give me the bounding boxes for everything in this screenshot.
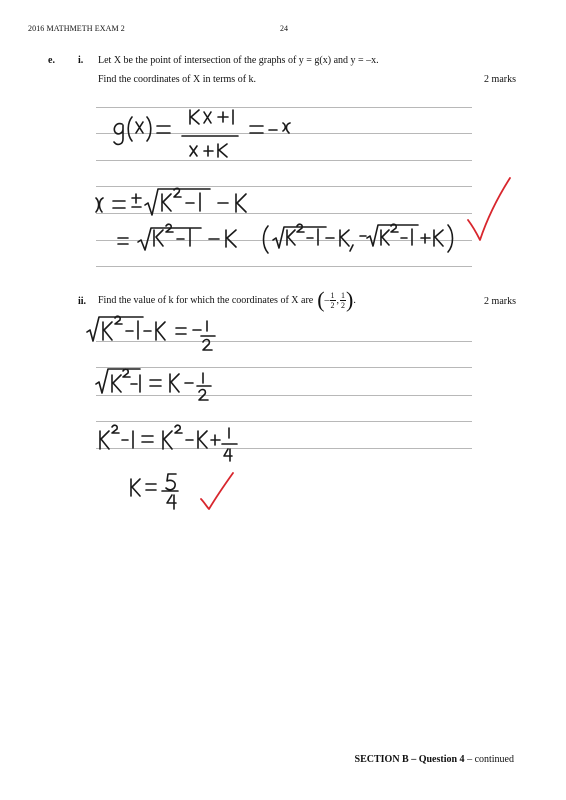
correct-tick-mark — [468, 178, 510, 240]
handwriting-ii-line4 — [131, 474, 178, 509]
close-paren: ) — [346, 287, 354, 312]
answer-line — [96, 341, 472, 342]
answer-line — [96, 367, 472, 368]
subpart-i-numeral: i. — [78, 55, 84, 66]
subpart-ii-marks: 2 marks — [484, 296, 516, 307]
answer-line — [96, 240, 472, 241]
point-y-numerator: 1 — [341, 290, 346, 300]
answer-line — [96, 395, 472, 396]
correct-tick-mark — [201, 473, 233, 509]
handwriting-ii-line3 — [100, 425, 237, 461]
subpart-i-line1: Let X be the point of intersection of the graphs of y = g(x) and y = –x. — [98, 55, 379, 66]
answer-line — [96, 160, 472, 161]
page-number: 24 — [280, 24, 288, 33]
answer-line — [96, 448, 472, 449]
answer-line — [96, 186, 472, 187]
footer-section: SECTION B – Question 4 — [354, 754, 465, 765]
point-y-denominator: 2 — [341, 300, 346, 310]
subpart-i-line2: Find the coordinates of X in terms of k. — [98, 74, 257, 85]
point-x-denominator: 2 — [330, 300, 335, 310]
footer-suffix: – continued — [464, 754, 514, 765]
exam-title: 2016 MATHMETH EXAM 2 — [28, 24, 125, 33]
point-x-numerator: 1 — [330, 290, 335, 300]
point-x-fraction — [330, 291, 336, 310]
handwriting-ii-line1 — [87, 316, 215, 350]
answer-line — [96, 213, 472, 214]
subpart-ii-numeral: ii. — [78, 296, 87, 307]
answer-line — [96, 266, 472, 267]
open-paren: ( — [317, 287, 325, 312]
subpart-i-marks: 2 marks — [484, 74, 516, 85]
page-footer — [355, 754, 514, 765]
subpart-ii-question: Find the value of k for which the coordinates of X are ( – $\frac{1}{2}$ , $\frac{1}{2}$ ) . — [98, 287, 356, 312]
handwriting-i-line3 — [118, 224, 453, 253]
subpart-ii-text: Find the value of k for which the coordinates of X are — [98, 294, 314, 306]
question-part-letter: e. — [48, 55, 55, 66]
point-x-sign: – — [324, 294, 330, 306]
answer-line — [96, 421, 472, 422]
handwriting-i-line2 — [96, 188, 246, 215]
answer-line — [96, 133, 472, 134]
answer-line — [96, 107, 472, 108]
